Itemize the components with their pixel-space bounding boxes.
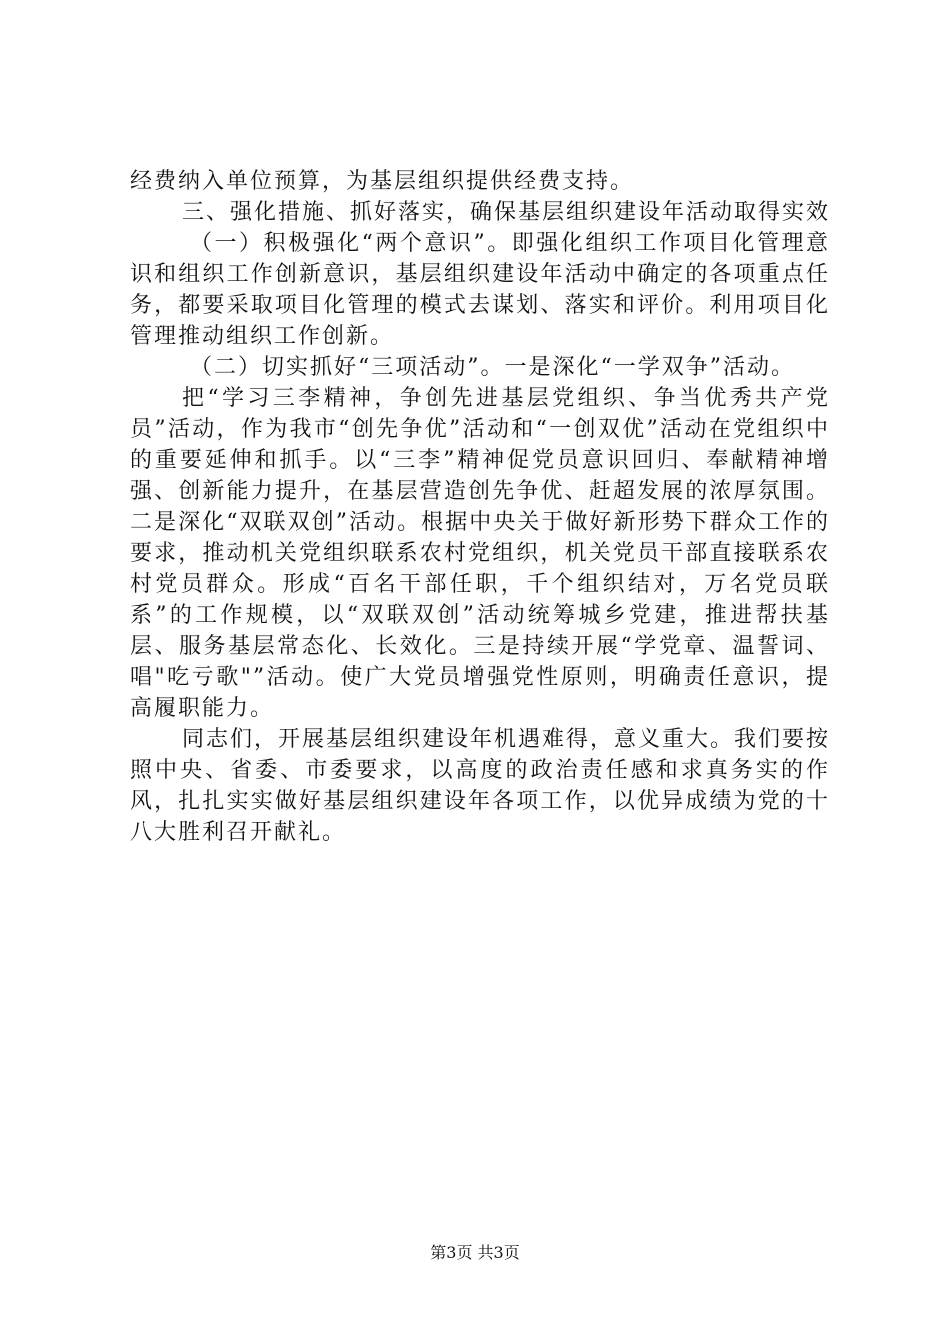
paragraph-funding: 经费纳入单位预算，为基层组织提供经费支持。 [130, 169, 635, 194]
page-footer: 第3页 共3页 [430, 1243, 520, 1262]
paragraph-conclusion: 同志们，开展基层组织建设年机遇难得，意义重大。我们要按照中央、省委、市委要求，以高度的政治责任感和求真务实的作风，扎扎实实做好基层组织建设年各项工作，以优异成绩为党的十八大胜利召开献礼。 [130, 727, 831, 845]
document-body [130, 166, 830, 848]
paragraph-three-activities: （二）切实抓好“三项活动”。一是深化“一学双争”活动。 [190, 355, 795, 380]
paragraph-activities-detail: 把“学习三李精神，争创先进基层党组织、争当优秀共产党员”活动，作为我市“创先争优”活动和“一创双优”活动在党组织中的重要延伸和抓手。以“三李”精神促党员意识回归、奉献精神增强、创新能力提升，在基层营造创先争优、赶超发展的浓厚氛围。二是深化“双联双创”活动。根据中央关于做好新形势下群众工作的要求，推动机关党组织联系农村党组织，机关党员干部直接联系农村党员群众。形成“百名干部任职，千个组织结对，万名党员联系”的工作规模，以“双联双创”活动统筹城乡党建，推进帮扶基层、服务基层常态化、长效化。三是持续开展“学党章、温誓词、唱"吃亏歌"”活动。使广大党员增强党性原则，明确责任意识，提高履职能力。 [130, 386, 830, 721]
section-heading-three: 三、强化措施、抓好落实，确保基层组织建设年活动取得实效 [182, 200, 831, 225]
paragraph-two-awareness: （一）积极强化“两个意识”。即强化组织工作项目化管理意识和组织工作创新意识，基层组织建设年活动中确定的各项重点任务，都要采取项目化管理的模式去谋划、落实和评价。利用项目化管理推动组织工作创新。 [130, 231, 830, 349]
